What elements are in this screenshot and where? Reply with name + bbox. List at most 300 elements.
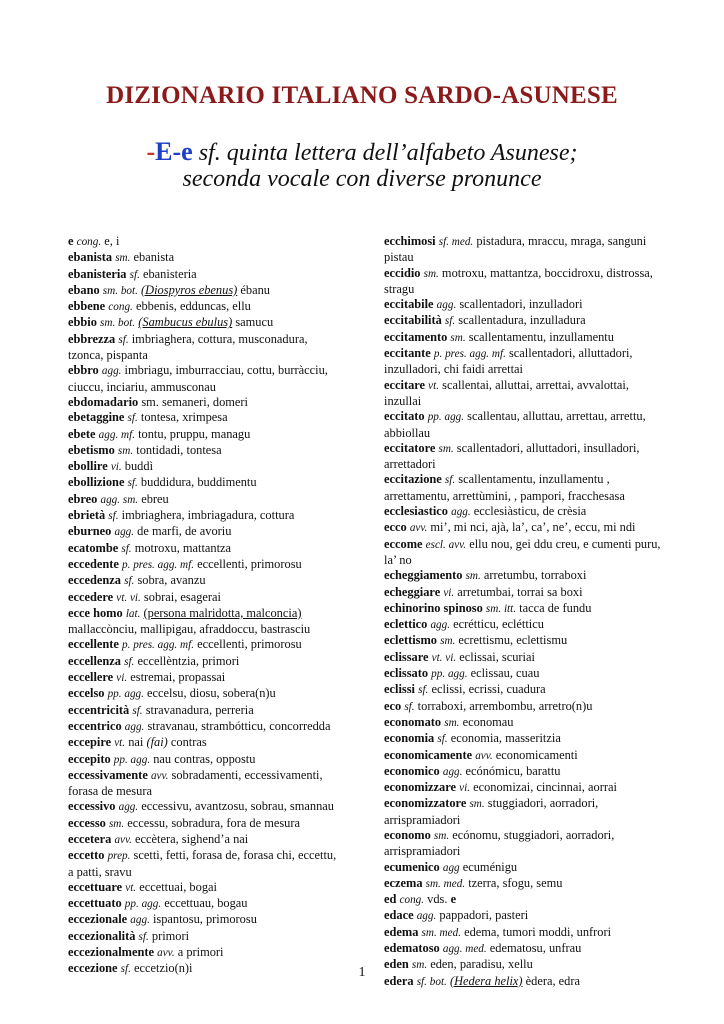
grammar-tag: agg. <box>430 619 451 632</box>
definition: economizai, cincinnai, aorrai <box>470 780 617 795</box>
headword: eccessivamente <box>68 767 148 782</box>
right-column <box>384 234 664 990</box>
definition: arretumbai, torrai sa boxi <box>454 584 583 599</box>
dictionary-entry <box>68 427 344 443</box>
headword: eccezione <box>68 961 118 976</box>
dictionary-entry <box>68 492 344 508</box>
headword: eburneo <box>68 524 112 539</box>
definition: eclissai, scuriai <box>456 649 535 664</box>
grammar-tag: cong. <box>76 236 102 248</box>
grammar-tag: vt. vi. <box>116 591 141 604</box>
definition: economia, masseritzia <box>447 731 561 746</box>
headword: eccedente <box>68 556 119 571</box>
headword: echinorino spinoso <box>384 600 483 615</box>
grammar-tag: sf. <box>444 474 456 487</box>
definition: edema, tumori moddi, unfrori <box>461 924 612 939</box>
dictionary-entry <box>68 929 344 945</box>
definition: nau contras, oppostu <box>150 751 256 766</box>
dictionary-entry <box>384 941 664 957</box>
headword: ecco <box>384 520 407 535</box>
dictionary-entry <box>68 410 344 426</box>
dictionary-entry <box>68 880 344 896</box>
definition: buddidura, buddimentu <box>137 475 257 490</box>
grammar-tag: vi. <box>110 461 122 474</box>
grammar-tag: escl. avv. <box>425 538 467 551</box>
dictionary-entry <box>68 508 344 524</box>
grammar-tag: pp. agg. <box>113 753 151 766</box>
grammar-tag: sm. <box>115 252 131 265</box>
dictionary-entry <box>384 313 664 329</box>
grammar-tag: sf. <box>437 733 448 746</box>
dictionary-entry <box>68 832 344 848</box>
headword: eccellenza <box>68 653 121 668</box>
dictionary-entry <box>68 557 344 573</box>
definition: eccessu, sobradura, fora de mesura <box>124 815 300 830</box>
definition: eccètera, sighend’a nai <box>131 831 249 846</box>
headword: ebbene <box>68 299 106 314</box>
grammar-tag: pp. agg. <box>124 898 162 911</box>
dictionary-entry <box>68 283 344 299</box>
definition: scetti, fetti, forasa de, forasa chi, eccettu, a patti, sravu <box>68 848 337 879</box>
grammar-tag: sm. <box>465 570 481 583</box>
grammar-tag: agg. <box>101 365 122 378</box>
dictionary-entry <box>68 573 344 589</box>
grammar-tag: sf. <box>444 315 456 328</box>
headword: eccessivo <box>68 799 116 814</box>
dictionary-entry <box>384 266 664 298</box>
headword: ebrietà <box>68 508 106 523</box>
grammar-tag: vt. <box>114 737 126 750</box>
definition: eden, paradisu, xellu <box>427 957 533 972</box>
definition: stravanadura, perreria <box>142 702 254 717</box>
grammar-tag: agg. <box>124 720 145 733</box>
headword: eclissi <box>384 682 415 697</box>
definition: pistadura, mraccu, mraga, sanguni pistau <box>384 234 647 265</box>
dictionary-entry <box>384 682 664 698</box>
definition: mallaccònciu, mallipigau, afraddoccu, bastrasciu <box>68 622 311 637</box>
dictionary-entry <box>68 703 344 719</box>
headword: economato <box>384 714 442 729</box>
grammar-tag: agg. <box>436 299 457 312</box>
heading-dash: - <box>146 137 156 166</box>
grammar-tag: avv. <box>150 769 169 782</box>
definition: eccellenti, primorosu <box>194 637 302 652</box>
definition: mi’, mi nci, ajà, la’, ca’, ne’, eccu, mi ndi <box>427 520 636 535</box>
dictionary-entry <box>68 768 344 800</box>
definition: motroxu, mattantza <box>131 540 232 555</box>
grammar-tag: sm. <box>423 267 439 280</box>
grammar-tag: sf. med. <box>438 236 474 248</box>
heading-description-line1: sf. quinta lettera dell’alfabeto Asunese; <box>192 140 578 166</box>
grammar-tag: agg. <box>114 526 135 539</box>
definition: ebanisteria <box>139 266 197 281</box>
dictionary-entry <box>68 816 344 832</box>
definition: ébanu <box>237 282 270 297</box>
headword: economico <box>384 763 440 778</box>
definition: ebreu <box>138 491 169 506</box>
grammar-tag: vi. <box>116 672 128 685</box>
headword: economizzatore <box>384 796 467 811</box>
headword: eccepire <box>68 735 112 750</box>
definition: eclissau, cuau <box>467 666 540 681</box>
left-column <box>68 234 344 978</box>
dictionary-entry <box>384 796 664 828</box>
headword: eccepito <box>68 751 111 766</box>
headword: economizzare <box>384 780 457 795</box>
definition: tontesa, xrimpesa <box>137 410 228 425</box>
dictionary-entry <box>384 537 664 569</box>
entry-text: nai <box>125 735 147 750</box>
grammar-tag: agg. <box>416 910 437 923</box>
dictionary-entry <box>384 568 664 584</box>
headword: eccitante <box>384 346 431 361</box>
definition: imbriaghera, imbriagadura, cottura <box>118 508 295 523</box>
page-number: 1 <box>358 965 366 980</box>
headword: eccome <box>384 536 423 551</box>
grammar-tag: sf. <box>127 412 138 425</box>
dictionary-entry <box>384 234 664 266</box>
headword: eccezionale <box>68 912 128 927</box>
headword: ebdomadario <box>68 394 139 409</box>
dictionary-entry <box>384 633 664 649</box>
definition: tacca de fundu <box>516 600 592 615</box>
grammar-tag: sm. <box>444 716 460 729</box>
definition: scallentadori, inzulladori <box>456 297 583 312</box>
headword: eccitato <box>384 409 425 424</box>
grammar-tag: sm. <box>469 798 485 811</box>
definition: pappadori, pasteri <box>436 908 529 923</box>
definition: edematosu, unfrau <box>486 941 582 956</box>
grammar-tag: sm. <box>438 442 454 455</box>
dictionary-entry <box>384 585 664 601</box>
definition: estremai, propassai <box>127 670 226 685</box>
definition: vds. <box>424 892 451 907</box>
headword: eccetera <box>68 831 112 846</box>
headword: ebollire <box>68 459 108 474</box>
definition: ellu nou, gei ddu creu, e cumenti puru, la’ no <box>384 536 661 567</box>
grammar-tag: p. pres. agg. mf. <box>122 639 195 652</box>
headword: eco <box>384 698 402 713</box>
grammar-tag: lat. <box>125 607 141 620</box>
grammar-tag: avv. <box>475 749 493 762</box>
definition: ebbenis, edduncas, ellu <box>132 299 251 314</box>
dictionary-entry <box>384 876 664 892</box>
dictionary-entry <box>68 315 344 331</box>
headword: eccetto <box>68 848 105 863</box>
headword: eccidio <box>384 265 421 280</box>
definition: ecrettismu, eclettismu <box>455 633 568 648</box>
definition: eccettuau, bogau <box>161 896 248 911</box>
dictionary-entry <box>68 267 344 283</box>
definition: imbriagu, imburracciau, cottu, burràcciu, ciuccu, inciariu, ammusconau <box>68 363 328 394</box>
grammar-tag: vt. <box>428 379 440 392</box>
headword: eccezionalmente <box>68 945 155 960</box>
dictionary-entry <box>68 250 344 266</box>
definition: ecónómicu, barattu <box>462 763 561 778</box>
dictionary-entry <box>68 363 344 395</box>
definition: tontidadi, tontesa <box>133 442 222 457</box>
headword: edema <box>384 924 419 939</box>
dictionary-entry <box>384 715 664 731</box>
headword: economicamente <box>384 747 473 762</box>
dictionary-entry <box>68 945 344 961</box>
grammar-tag: agg <box>442 861 460 874</box>
definition: scallentadori, alluttadori, insulladori, arrettadori <box>384 440 640 472</box>
heading-letter: E-e <box>155 137 193 166</box>
dictionary-entry <box>384 617 664 633</box>
definition: primori <box>148 928 190 943</box>
grammar-tag: sf. <box>120 963 131 976</box>
headword: eccitare <box>384 377 426 392</box>
dictionary-entry <box>384 472 664 504</box>
grammar-tag: sm. <box>450 331 466 344</box>
definition: economicamenti <box>492 747 578 762</box>
headword: ebetaggine <box>68 410 125 425</box>
definition: eccettuai, bogai <box>136 879 217 894</box>
grammar-tag: sm. <box>440 635 456 648</box>
definition: scallentai, alluttai, arrettai, avvalottai, inzullai <box>384 377 629 408</box>
grammar-tag: sm. bot. <box>100 317 136 330</box>
grammar-tag: sf. <box>129 268 140 281</box>
dictionary-title: DIZIONARIO ITALIANO SARDO-ASUNESE <box>106 82 618 109</box>
definition: sm. semaneri, domeri <box>138 394 248 409</box>
definition: tzerra, sfogu, semu <box>465 875 563 890</box>
headword: eccentricità <box>68 702 130 717</box>
dictionary-entry <box>68 912 344 928</box>
headword: ecumenico <box>384 859 440 874</box>
dictionary-entry <box>68 686 344 702</box>
letter-heading <box>0 138 724 191</box>
dictionary-entry <box>384 925 664 941</box>
grammar-tag: sf. <box>124 655 135 668</box>
grammar-tag: vi. <box>459 782 470 795</box>
grammar-tag: sf. <box>118 333 129 346</box>
grammar-tag: sf. <box>138 930 149 943</box>
headword: eccitabile <box>384 297 434 312</box>
definition: arretumbu, torraboxi <box>480 568 587 583</box>
grammar-tag: sf. <box>404 700 415 713</box>
definition: stravanau, strambótticu, concorredda <box>144 718 331 733</box>
dictionary-entry <box>384 748 664 764</box>
dictionary-entry <box>68 799 344 815</box>
grammar-tag: pp. agg. <box>427 411 465 424</box>
dictionary-entry <box>68 459 344 475</box>
latin-name: (Diospyros ebenus) <box>141 282 238 297</box>
headword: eccitabilità <box>384 313 442 328</box>
definition: sobra, avanzu <box>134 573 206 588</box>
definition: scallentadori, alluttadori, inzulladori, chi faidi arrettai <box>384 346 633 377</box>
headword: eden <box>384 957 409 972</box>
dictionary-entry <box>384 504 664 520</box>
headword: eclissato <box>384 666 429 681</box>
headword: economo <box>384 827 431 842</box>
dictionary-entry <box>68 234 344 250</box>
definition: a primori <box>174 945 224 960</box>
dictionary-entry <box>384 650 664 666</box>
dictionary-entry <box>384 441 664 473</box>
definition: èdera, edra <box>522 973 580 988</box>
definition: scallentamentu, inzullamentu <box>465 329 614 344</box>
dictionary-entry <box>68 475 344 491</box>
dictionary-entry <box>384 731 664 747</box>
headword: ebollizione <box>68 475 125 490</box>
headword: eccelso <box>68 686 105 701</box>
headword: eccedere <box>68 589 114 604</box>
dictionary-entry <box>384 764 664 780</box>
definition: scallentamentu, inzullamentu , arrettamentu, arrettùmini, , pampori, fracchesasa <box>384 472 625 503</box>
grammar-tag: sf. <box>127 477 138 490</box>
headword: ebbrezza <box>68 331 116 346</box>
dictionary-entry <box>384 892 664 908</box>
grammar-tag: sm. <box>108 817 125 830</box>
grammar-tag: p. pres. agg. mf. <box>122 558 195 571</box>
headword: eccezionalità <box>68 928 136 943</box>
headword: eccentrico <box>68 718 122 733</box>
definition: motroxu, mattantza, boccidroxu, distrossa, stragu <box>384 265 653 296</box>
grammar-tag: agg. <box>442 765 463 778</box>
grammar-tag: vi. <box>443 586 455 599</box>
dictionary-entry <box>68 719 344 735</box>
grammar-tag: cong. <box>399 894 425 907</box>
grammar-tag: avv. <box>114 833 132 846</box>
headword: economia <box>384 731 435 746</box>
definition: eclissi, ecrissi, cuadura <box>428 682 546 697</box>
dictionary-entry <box>68 443 344 459</box>
headword: e <box>68 234 74 248</box>
definition: scallentadura, inzulladura <box>455 313 586 328</box>
dictionary-entry <box>68 848 344 880</box>
headword: eccitamento <box>384 329 448 344</box>
dictionary-entry <box>384 699 664 715</box>
headword: ecatombe <box>68 540 119 555</box>
definition: imbriaghera, cottura, musconadura, tzonca, pispanta <box>68 331 308 363</box>
dictionary-entry <box>384 409 664 441</box>
headword: eccettuare <box>68 879 123 894</box>
headword: ecclesiastico <box>384 504 448 519</box>
headword: ebbro <box>68 363 99 378</box>
grammar-tag: sm. <box>433 829 450 842</box>
definition: contras <box>167 735 207 750</box>
grammar-tag: avv. <box>409 522 428 535</box>
headword: eccellente <box>68 637 119 652</box>
grammar-tag: sf. <box>108 510 119 523</box>
definition: economau <box>459 714 514 729</box>
headword: eczema <box>384 875 423 890</box>
grammar-tag: sm. <box>117 444 134 457</box>
grammar-tag: sm. itt. <box>485 602 517 615</box>
dictionary-entry <box>384 860 664 876</box>
definition: torraboxi, arrembombu, arretro(n)u <box>414 698 593 713</box>
dictionary-entry <box>384 330 664 346</box>
definition: ecuménigu <box>459 859 518 874</box>
dictionary-entry <box>68 524 344 540</box>
headword: eccellere <box>68 670 114 685</box>
headword: eclettico <box>384 617 428 632</box>
definition: scallentau, alluttau, arrettau, arrettu, abbiollau <box>384 409 646 440</box>
latin-name: (Hedera helix) <box>449 973 523 988</box>
headword: echeggiare <box>384 584 441 599</box>
heading-description-line2: seconda vocale con diverse pronunce <box>182 166 542 192</box>
headword: ebanisteria <box>68 266 127 281</box>
dictionary-entry <box>68 637 344 653</box>
definition: ecónomu, stuggiadori, aorradori, arrispramiadori <box>384 827 615 859</box>
headword: edematoso <box>384 941 440 956</box>
grammar-tag: sf. <box>418 684 429 697</box>
definition: e, i <box>101 234 120 248</box>
latin-name: (Sambucus ebulus) <box>138 315 233 330</box>
headword: eccettuato <box>68 896 122 911</box>
headword: echeggiamento <box>384 568 463 583</box>
headword: eccitatore <box>384 440 436 455</box>
grammar-tag: sm. <box>411 959 428 972</box>
headword: ebreo <box>68 491 98 506</box>
definition: eccellenti, primorosu <box>194 556 302 571</box>
definition: buddì <box>121 459 154 474</box>
definition: eccellèntzia, primori <box>134 653 240 668</box>
definition: samucu <box>232 315 274 330</box>
dictionary-entry <box>384 297 664 313</box>
definition: sobradamenti, eccessivamenti, forasa de mesura <box>68 767 323 799</box>
definition: ebanista <box>130 250 175 265</box>
headword: ebetismo <box>68 442 115 457</box>
dictionary-entry <box>68 654 344 670</box>
headword: eccedenza <box>68 573 121 588</box>
grammar-tag: agg. <box>130 914 150 927</box>
headword: ebete <box>68 426 96 441</box>
cross-reference: e <box>450 892 457 907</box>
grammar-tag: agg. med. <box>442 943 487 956</box>
dictionary-entry <box>68 752 344 768</box>
grammar-tag: pp. agg. <box>107 688 144 701</box>
dictionary-entry <box>384 908 664 924</box>
dictionary-entry <box>384 780 664 796</box>
grammar-tag: prep. <box>107 850 131 863</box>
headword: eclettismo <box>384 633 437 648</box>
dictionary-entry <box>68 670 344 686</box>
dictionary-entry <box>384 828 664 860</box>
grammar-tag: sf. <box>132 704 143 717</box>
grammar-tag: cong. <box>108 301 133 314</box>
grammar-tag: p. pres. agg. mf. <box>433 348 506 361</box>
dictionary-entry <box>68 735 344 751</box>
definition: stuggiadori, aorradori, arrispramiadori <box>384 796 599 827</box>
grammar-tag: sm. med. <box>421 926 461 939</box>
grammar-tag: agg. <box>118 801 139 814</box>
dictionary-entry <box>384 666 664 682</box>
headword: ebbio <box>68 315 97 330</box>
dictionary-entry <box>68 606 344 638</box>
headword: ebano <box>68 282 100 297</box>
grammar-tag: vt. vi. <box>431 651 457 664</box>
definition: eccessivu, avantzosu, sobrau, smannau <box>138 799 334 814</box>
definition: eccetzio(n)i <box>130 961 193 976</box>
definition: de marfi, de avoriu <box>134 524 232 539</box>
definition: ecrétticu, eclétticu <box>450 617 544 632</box>
grammar-tag: sf. <box>121 542 132 555</box>
entry-italic: (fai) <box>146 735 168 750</box>
dictionary-entry <box>384 601 664 617</box>
headword: edace <box>384 908 414 923</box>
dictionary-entry <box>68 299 344 315</box>
grammar-tag: agg. mf. <box>98 428 135 441</box>
latin-name: (persona malridotta, malconcia) <box>143 605 302 620</box>
grammar-tag: agg. sm. <box>100 493 139 506</box>
grammar-tag: sm. bot. <box>102 284 138 297</box>
dictionary-entry <box>384 520 664 536</box>
dictionary-entry <box>384 346 664 378</box>
definition: ispantosu, primorosu <box>149 912 257 927</box>
definition: tontu, pruppu, managu <box>135 426 251 441</box>
